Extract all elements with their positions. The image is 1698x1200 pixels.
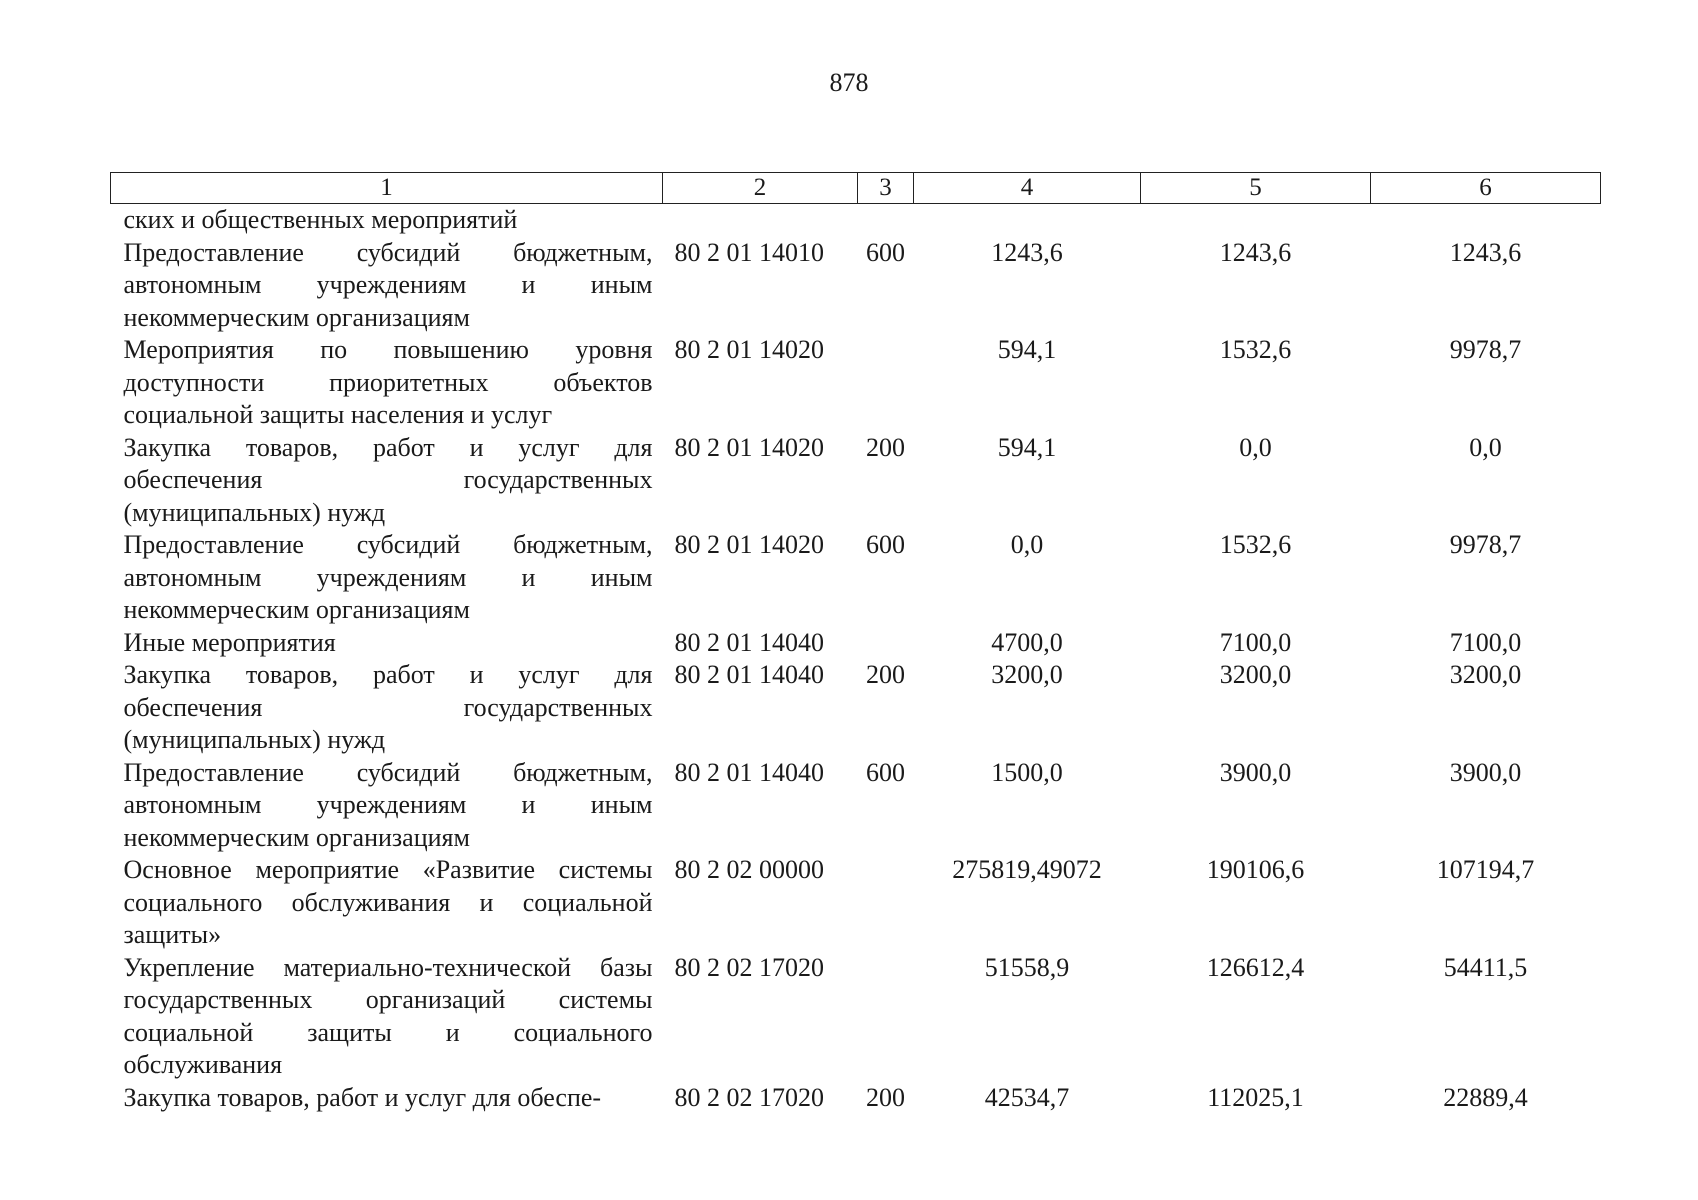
row-value-col4: 51558,9 bbox=[984, 952, 1070, 982]
row-value-col5: 1532,6 bbox=[1219, 335, 1292, 364]
row-value-col5: 126612,4 bbox=[1206, 952, 1305, 982]
row-name: Закупка товаров, работ и услуг для обеспе- bbox=[123, 1082, 602, 1112]
row-value-col5: 0,0 bbox=[1239, 432, 1272, 462]
table-row bbox=[111, 854, 1601, 952]
row-name: Предоставление субсидий бюджетным, автономным учреждениям и иным некоммерческим организациям bbox=[123, 757, 653, 852]
row-name: Мероприятия по повышению уровня доступности приоритетных объектов социальной защиты населения и услуг bbox=[123, 335, 653, 429]
row-code: 80 2 01 14020 bbox=[674, 432, 824, 462]
row-code: 80 2 01 14020 bbox=[674, 335, 824, 364]
row-value-col5: 190106,6 bbox=[1206, 855, 1305, 884]
row-code bbox=[663, 204, 858, 237]
header-col-3: 3 bbox=[858, 173, 914, 204]
row-expense-type: 200 bbox=[866, 660, 905, 689]
row-value-col4: 3200,0 bbox=[991, 660, 1063, 689]
row-value-col6: 7100,0 bbox=[1449, 627, 1522, 657]
row-value-col5: 7100,0 bbox=[1219, 627, 1292, 657]
row-code: 80 2 01 14010 bbox=[674, 237, 824, 267]
table-row bbox=[111, 627, 1601, 660]
row-value-col4: 1500,0 bbox=[991, 757, 1063, 787]
row-value-col6: 0,0 bbox=[1469, 432, 1502, 462]
row-code: 80 2 02 17020 bbox=[674, 952, 824, 982]
table-body bbox=[111, 204, 1601, 1115]
table-row bbox=[111, 952, 1601, 1082]
row-code: 80 2 02 17020 bbox=[674, 1082, 824, 1112]
row-expense-type bbox=[858, 334, 914, 432]
row-value-col4: 0,0 bbox=[1010, 530, 1044, 559]
row-name: Закупка товаров, работ и услуг для обеспечения государственных (муниципальных) нужд bbox=[123, 432, 653, 527]
row-value-col4: 275819,49072 bbox=[952, 855, 1102, 884]
row-value-col6: 22889,4 bbox=[1443, 1082, 1528, 1112]
row-value-col4: 42534,7 bbox=[984, 1082, 1070, 1112]
table-row bbox=[111, 659, 1601, 757]
row-expense-type: 200 bbox=[866, 432, 905, 462]
row-name: Предоставление субсидий бюджетным, автономным учреждениям и иным некоммерческим организациям bbox=[123, 237, 653, 332]
row-value-col6 bbox=[1371, 204, 1601, 237]
row-value-col4: 594,1 bbox=[997, 335, 1057, 364]
row-value-col5 bbox=[1141, 204, 1371, 237]
row-name: ских и общественных мероприятий bbox=[123, 205, 518, 234]
row-expense-type: 600 bbox=[866, 757, 905, 787]
table-row bbox=[111, 204, 1601, 237]
row-value-col5: 1532,6 bbox=[1219, 530, 1292, 559]
row-value-col4 bbox=[914, 204, 1141, 237]
row-code: 80 2 01 14020 bbox=[674, 530, 824, 559]
row-value-col4: 1243,6 bbox=[991, 237, 1063, 267]
row-name: Основное мероприятие «Развитие системы социального обслуживания и социальной защиты» bbox=[123, 855, 653, 949]
row-code: 80 2 01 14040 bbox=[674, 757, 824, 787]
table-header bbox=[111, 173, 1601, 204]
row-value-col6: 9978,7 bbox=[1449, 335, 1522, 364]
row-value-col5: 1243,6 bbox=[1219, 237, 1292, 267]
table-row bbox=[111, 334, 1601, 432]
table-row bbox=[111, 529, 1601, 627]
header-col-6: 6 bbox=[1371, 173, 1601, 204]
row-value-col6: 1243,6 bbox=[1449, 237, 1522, 267]
row-code: 80 2 01 14040 bbox=[674, 627, 824, 657]
budget-table bbox=[110, 172, 1601, 1114]
row-value-col4: 4700,0 bbox=[991, 627, 1063, 657]
row-expense-type: 200 bbox=[866, 1082, 905, 1112]
row-expense-type: 600 bbox=[866, 530, 905, 559]
row-value-col6: 9978,7 bbox=[1449, 530, 1522, 559]
row-value-col5: 112025,1 bbox=[1207, 1082, 1304, 1112]
table-row bbox=[111, 432, 1601, 530]
row-value-col6: 107194,7 bbox=[1436, 855, 1535, 884]
header-col-5: 5 bbox=[1141, 173, 1371, 204]
page-number: 878 bbox=[829, 68, 869, 97]
row-value-col5: 3900,0 bbox=[1219, 757, 1292, 787]
row-expense-type bbox=[858, 854, 914, 952]
table-row bbox=[111, 237, 1601, 335]
row-value-col4: 594,1 bbox=[997, 432, 1057, 462]
header-col-2: 2 bbox=[663, 173, 858, 204]
row-value-col5: 3200,0 bbox=[1219, 660, 1292, 689]
row-name: Закупка товаров, работ и услуг для обеспечения государственных (муниципальных) нужд bbox=[123, 660, 653, 754]
row-value-col6: 3900,0 bbox=[1449, 757, 1522, 787]
row-name: Иные мероприятия bbox=[123, 627, 336, 657]
row-code: 80 2 02 00000 bbox=[674, 855, 824, 884]
row-expense-type bbox=[858, 627, 914, 660]
table-row bbox=[111, 757, 1601, 855]
row-name: Предоставление субсидий бюджетным, автономным учреждениям и иным некоммерческим организациям bbox=[123, 530, 653, 624]
row-value-col6: 54411,5 bbox=[1443, 952, 1528, 982]
row-expense-type: 600 bbox=[866, 237, 905, 267]
row-value-col6: 3200,0 bbox=[1449, 660, 1522, 689]
row-code: 80 2 01 14040 bbox=[674, 660, 824, 689]
row-expense-type bbox=[858, 204, 914, 237]
row-expense-type bbox=[858, 952, 914, 1082]
table-row bbox=[111, 1082, 1601, 1115]
header-col-1: 1 bbox=[111, 173, 663, 204]
row-name: Укрепление материально-технической базы государственных организаций системы социальной защиты и социального обслуживания bbox=[123, 952, 653, 1079]
header-col-4: 4 bbox=[914, 173, 1141, 204]
header-row bbox=[111, 173, 1601, 204]
